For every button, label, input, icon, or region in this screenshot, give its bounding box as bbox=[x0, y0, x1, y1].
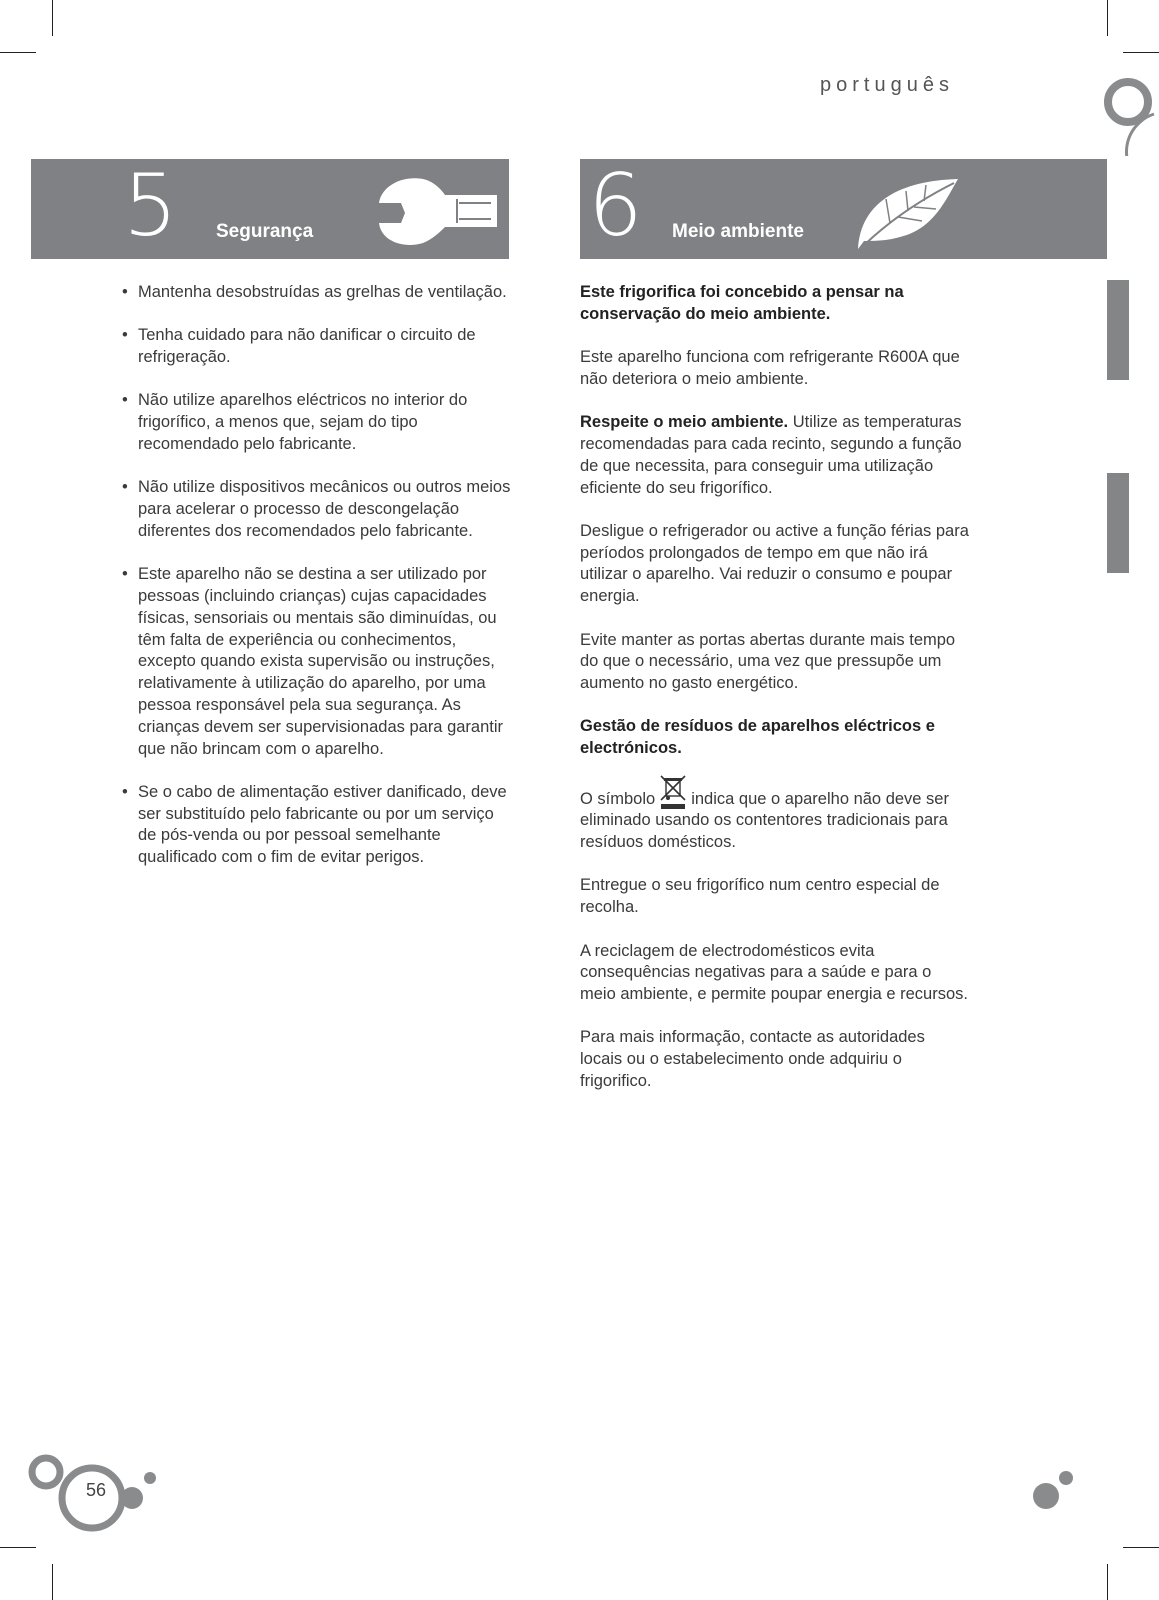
list-item: • Não utilize dispositivos mecânicos ou outros meios para acelerar o processo de descongelação diferentes dos recomendados pelo fabricante. bbox=[122, 478, 511, 540]
list-item: • Não utilize aparelhos eléctricos no interior do frigorífico, a menos que, sejam do tipo recomendado pelo fabricante. bbox=[122, 391, 468, 453]
paragraph: A reciclagem de electrodomésticos evita consequências negativas para a saúde e para o meio ambiente, e permite poupar energia e recursos. bbox=[580, 941, 968, 1004]
section-number: 6 bbox=[588, 156, 643, 256]
section-5-body bbox=[122, 282, 512, 891]
decorative-circles-top bbox=[1100, 76, 1159, 156]
crop-mark bbox=[1123, 52, 1159, 53]
paragraph: Este aparelho funciona com refrigerante R600A que não deteriora o meio ambiente. bbox=[580, 348, 960, 388]
crop-mark bbox=[0, 1547, 36, 1548]
page-number: 56 bbox=[86, 1480, 107, 1500]
paragraph: Respeite o meio ambiente. Utilize as temperaturas recomendadas para cada recinto, segundo a função de que necessita, para conseguir uma utilização eficiente do seu frigorífico. bbox=[580, 413, 962, 497]
list-item: • Mantenha desobstruídas as grelhas de ventilação. bbox=[122, 283, 507, 301]
section-5-header bbox=[31, 156, 509, 259]
paragraph: Desligue o refrigerador ou active a função férias para períodos prolongados de tempo em que não irá utilizar o aparelho. Vai reduzir o consumo e poupar energia. bbox=[580, 521, 969, 606]
paragraph: Evite manter as portas abertas durante mais tempo do que o necessário, uma vez que pressupõe um aumento no gasto energético. bbox=[580, 630, 956, 693]
sidebar-tab bbox=[1107, 473, 1129, 573]
intro-paragraph: Este frigorifica foi concebido a pensar na conservação do meio ambiente. bbox=[580, 283, 904, 323]
crop-mark bbox=[0, 52, 36, 53]
sidebar-tab bbox=[1107, 280, 1129, 380]
language-label: português bbox=[820, 74, 954, 96]
wrench-icon bbox=[371, 173, 501, 249]
crop-mark bbox=[52, 0, 53, 36]
leaf-icon bbox=[850, 169, 970, 255]
section-6-header bbox=[580, 156, 1107, 259]
list-item: • Tenha cuidado para não danificar o circuito de refrigeração. bbox=[122, 326, 476, 367]
decorative-circles-bottom-right bbox=[1030, 1468, 1080, 1512]
paragraph: O símbolo indica que o aparelho não deve ser eliminado usando os contentores tradicionais para resíduos domésticos. bbox=[580, 774, 970, 854]
safety-list bbox=[122, 282, 512, 869]
crop-mark bbox=[1107, 1564, 1108, 1600]
crop-mark bbox=[52, 1564, 53, 1600]
paragraph: Para mais informação, contacte as autoridades locais ou o estabelecimento onde adquiriu o frigorifico. bbox=[580, 1028, 925, 1091]
crop-mark bbox=[1107, 0, 1108, 36]
list-item: • Se o cabo de alimentação estiver danificado, deve ser substituído pelo fabricante ou por um serviço de pós-venda ou por pessoal semelhante qualificado com o fim de evitar perigos. bbox=[122, 782, 507, 867]
crop-mark bbox=[1123, 1547, 1159, 1548]
paragraph: Entregue o seu frigorífico num centro especial de recolha. bbox=[580, 876, 940, 917]
section-number: 5 bbox=[123, 156, 178, 256]
crossed-out-wheelie-bin-icon bbox=[659, 774, 687, 810]
section-title: Segurança bbox=[216, 221, 314, 242]
section-6-body bbox=[580, 282, 970, 1114]
list-item: • Este aparelho não se destina a ser utilizado por pessoas (incluindo crianças) cujas capacidades físicas, sensoriais ou mentais são diminuídas, ou têm falta de experiência ou conhecimentos, excepto quando exista supervisão ou instruções, relativamente à utilização do aparelho, por uma pessoa responsável pela sua segurança. As crianças devem ser supervisionadas para garantir que não brincam com o aparelho. bbox=[122, 565, 504, 758]
section-title: Meio ambiente bbox=[672, 221, 804, 242]
weee-heading: Gestão de resíduos de aparelhos eléctricos e electrónicos. bbox=[580, 717, 935, 758]
